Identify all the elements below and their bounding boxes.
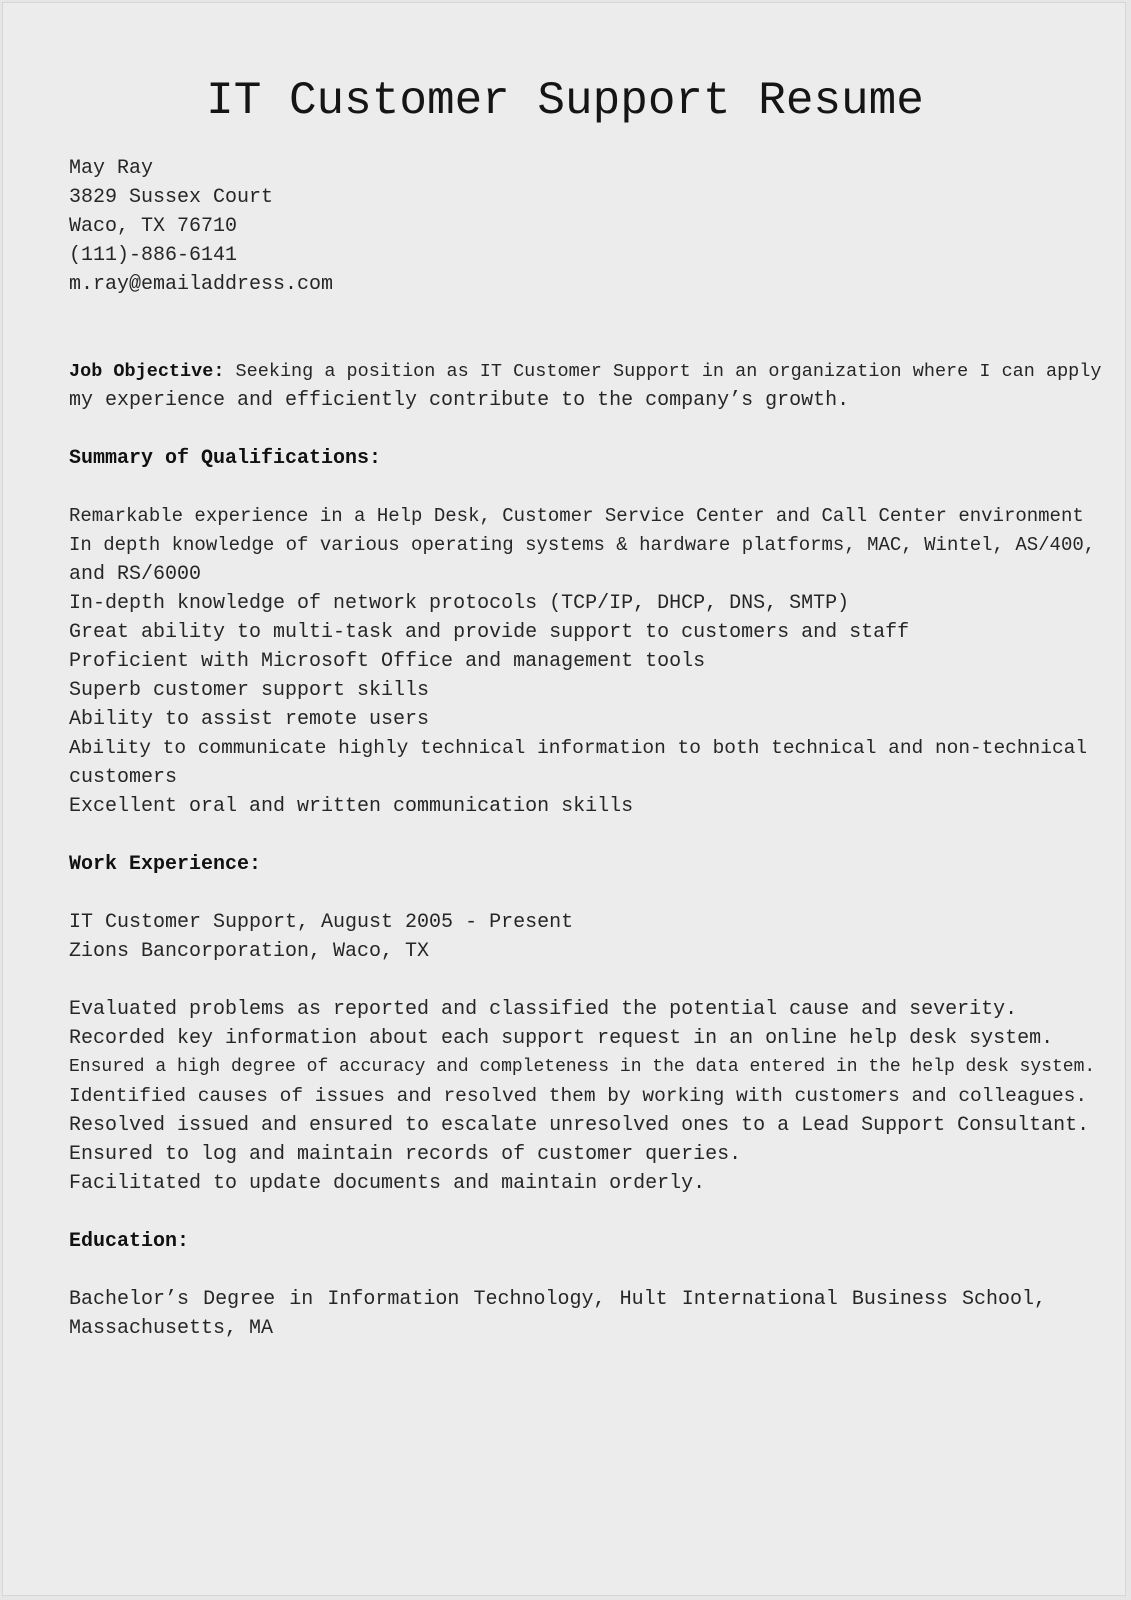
duty-item: Ensured a high degree of accuracy and completeness in the data entered in the help desk system.	[69, 1057, 1096, 1077]
duty-item: Ensured to log and maintain records of customer queries.	[69, 1143, 742, 1166]
page-title: IT Customer Support Resume	[206, 75, 924, 127]
objective-line-1	[69, 357, 1102, 386]
education-heading: Education:	[69, 1230, 190, 1253]
qualification-item: Great ability to multi-task and provide support to customers and staff	[69, 621, 910, 644]
job-company: Zions Bancorporation, Waco, TX	[69, 940, 430, 963]
qualification-item: customers	[69, 766, 178, 789]
qualification-item: Superb customer support skills	[69, 679, 430, 702]
qualification-item: Ability to assist remote users	[69, 708, 430, 731]
contact-phone: (111)-886-6141	[69, 244, 238, 267]
qualification-item: Excellent oral and written communication skills	[69, 795, 634, 818]
duty-item: Resolved issued and ensured to escalate unresolved ones to a Lead Support Consultant.	[69, 1114, 1090, 1137]
objective-line-2: my experience and efficiently contribute to the company’s growth.	[69, 389, 850, 412]
experience-heading: Work Experience:	[69, 853, 262, 876]
qualification-item: In depth knowledge of various operating systems & hardware platforms, MAC, Wintel, AS/400,	[69, 534, 1096, 556]
duty-item: Evaluated problems as reported and classified the potential cause and severity.	[69, 998, 1018, 1021]
qualification-item: In-depth knowledge of network protocols (TCP/IP, DHCP, DNS, SMTP)	[69, 592, 850, 615]
qualifications-heading: Summary of Qualifications:	[69, 447, 382, 470]
duty-item: Facilitated to update documents and maintain orderly.	[69, 1172, 706, 1195]
duty-item: Identified causes of issues and resolved them by working with customers and colleagues.	[69, 1085, 1088, 1107]
education-line-1: Bachelor’s Degree in Information Technology, Hult International Business School,	[69, 1288, 1046, 1311]
job-title: IT Customer Support, August 2005 - Present	[69, 911, 574, 934]
objective-text-1: Seeking a position as IT Customer Support in an organization where I can apply	[224, 361, 1102, 382]
qualification-item: Proficient with Microsoft Office and management tools	[69, 650, 706, 673]
education-line-2: Massachusetts, MA	[69, 1317, 274, 1340]
qualification-item: Remarkable experience in a Help Desk, Customer Service Center and Call Center environment	[69, 505, 1084, 527]
contact-city: Waco, TX 76710	[69, 215, 238, 238]
qualification-item: Ability to communicate highly technical information to both technical and non-technical	[69, 737, 1088, 759]
duty-item: Recorded key information about each support request in an online help desk system.	[69, 1027, 1054, 1050]
resume-page	[2, 2, 1126, 1596]
contact-name: May Ray	[69, 157, 154, 180]
contact-address: 3829 Sussex Court	[69, 186, 274, 209]
contact-email: m.ray@emailaddress.com	[69, 273, 334, 296]
qualification-item: and RS/6000	[69, 563, 202, 586]
objective-label: Job Objective:	[69, 361, 225, 382]
